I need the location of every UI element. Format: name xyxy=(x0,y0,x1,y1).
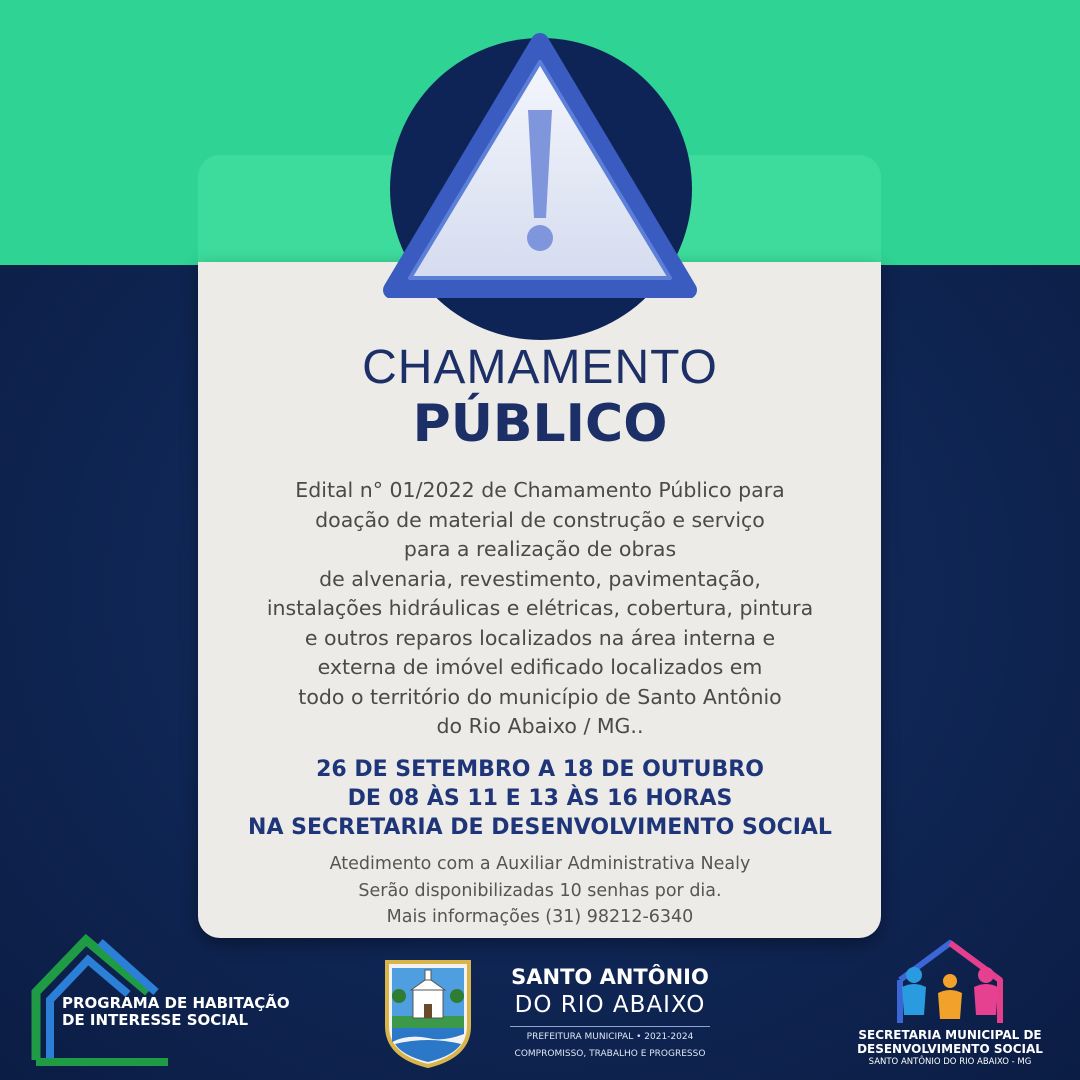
city-subtitle: PREFEITURA MUNICIPAL • 2021-2024 xyxy=(526,1032,694,1042)
info-line: Atedimento com a Auxiliar Administrativa Nealy xyxy=(329,854,751,874)
city-divider xyxy=(510,1026,710,1027)
page-title-line1: CHAMAMENTO xyxy=(362,341,718,394)
description-line: externa de imóvel edificado localizados em xyxy=(317,655,763,679)
warning-triangle-icon xyxy=(380,28,700,298)
description-line: Edital n° 01/2022 de Chamamento Público para xyxy=(295,478,785,502)
description-line: e outros reparos localizados na área interna e xyxy=(304,625,776,650)
family-house-icon xyxy=(880,935,1020,1025)
municipal-crest-icon xyxy=(383,956,473,1068)
secretaria-name-line2: DESENVOLVIMENTO SOCIAL xyxy=(857,1042,1043,1056)
phone-line: Mais informações (31) 98212-6340 xyxy=(386,907,694,927)
city-name-line1: SANTO ANTÔNIO xyxy=(511,965,709,989)
contact-info xyxy=(200,851,880,931)
page-title-line2: PÚBLICO xyxy=(412,394,668,454)
secretaria-location: SANTO ANTÔNIO DO RIO ABAIXO - MG xyxy=(868,1057,1032,1067)
city-slogan: COMPROMISSO, TRABALHO E PROGRESSO xyxy=(514,1049,706,1059)
description-line: do Rio Abaixo / MG.. xyxy=(436,714,644,738)
schedule-dates: 26 DE SETEMBRO A 18 DE OUTUBRO xyxy=(316,757,764,782)
city-name-line2: DO RIO ABAIXO xyxy=(514,992,706,1018)
description-line: de alvenaria, revestimento, pavimentação, xyxy=(319,566,761,591)
program-name xyxy=(62,995,290,1029)
notice-description xyxy=(200,476,880,742)
description-line: para a realização de obras xyxy=(403,537,677,561)
info-line: Serão disponibilizadas 10 senhas por dia. xyxy=(358,880,722,901)
program-name-line2: DE INTERESSE SOCIAL xyxy=(62,1011,249,1029)
schedule-location: NA SECRETARIA DE DESENVOLVIMENTO SOCIAL xyxy=(248,815,832,840)
description-line: todo o território do município de Santo Antônio xyxy=(298,684,782,709)
schedule-block xyxy=(200,755,880,842)
program-name-line1: PROGRAMA DE HABITAÇÃO xyxy=(62,994,290,1012)
secretaria-name-line1: SECRETARIA MUNICIPAL DE xyxy=(858,1028,1042,1042)
description-line: instalações hidráulicas e elétricas, cobertura, pintura xyxy=(266,596,814,620)
schedule-hours: DE 08 ÀS 11 E 13 ÀS 16 HORAS xyxy=(347,786,733,811)
description-line: doação de material de construção e serviço xyxy=(315,507,765,532)
secretaria-name xyxy=(845,1028,1055,1056)
